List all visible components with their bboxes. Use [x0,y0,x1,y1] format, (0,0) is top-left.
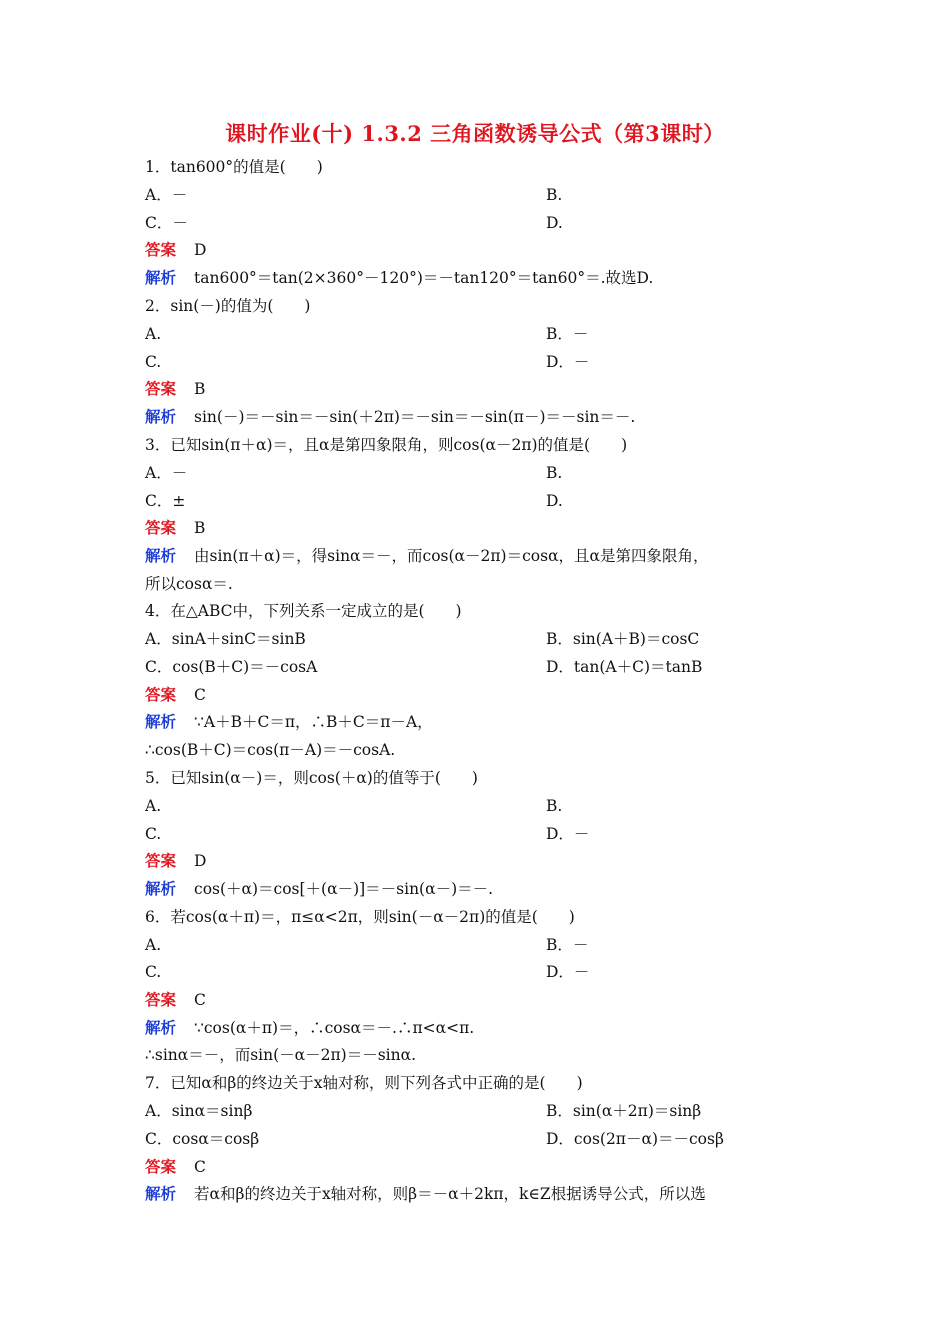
explain-label: 解析 [145,879,177,898]
answer-value: D [194,852,207,870]
explain-text: sin(－)＝－sin＝－sin(＋2π)＝－sin＝－sin(π－)＝－sin＝－. [194,408,636,426]
question-7-explain [145,1184,706,1204]
page-title: 课时作业(十) 1.3.2 三角函数诱导公式（第3课时） [225,121,725,146]
question-6-option-b: B．－ [546,936,589,954]
question-5-option-a: A. [145,797,162,815]
answer-label: 答案 [145,990,177,1009]
question-4-answer [145,685,206,705]
answer-label: 答案 [145,240,177,259]
question-4-explain [145,712,433,732]
explain-text: ∵cos(α＋π)＝，∴cosα＝－.∴π<α<π. [194,1019,475,1037]
question-1-option-c: C．－ [145,214,188,232]
question-2-explain [145,407,635,427]
question-7-option-d: D．cos(2π－α)＝－cosβ [546,1130,724,1148]
answer-label: 答案 [145,518,177,537]
explain-text: ∵A＋B＋C＝π，∴B＋C＝π－A， [194,713,433,731]
question-2-stem: 2．sin(－)的值为( ) [145,297,311,315]
question-1-answer [145,240,206,260]
question-6-option-d: D．－ [546,963,590,981]
question-1-option-d: D. [546,214,563,232]
question-4-option-a: A．sinA＋sinC＝sinB [145,630,306,648]
explain-text: 由sin(π＋α)＝，得sinα＝－，而cos(α－2π)＝cosα，且α是第四象限角， [194,547,709,565]
explain-label: 解析 [145,712,177,731]
question-7-stem: 7．已知α和β的终边关于x轴对称，则下列各式中正确的是( ) [145,1074,583,1092]
answer-value: D [194,241,207,259]
question-7-option-b: B．sin(α＋2π)＝sinβ [546,1102,702,1120]
question-3-option-a: A．－ [145,464,188,482]
question-3-explain [145,546,709,566]
question-5-explain [145,879,493,899]
question-2-option-d: D．－ [546,353,590,371]
question-6-answer [145,990,206,1010]
question-7-option-a: A．sinα＝sinβ [145,1102,253,1120]
question-2-answer [145,379,205,399]
question-1-stem: 1．tan600°的值是( ) [145,158,323,176]
question-6-option-c: C. [145,963,162,981]
question-3-option-c: C．± [145,492,186,510]
explain-label: 解析 [145,1184,177,1203]
explain-label: 解析 [145,1018,177,1037]
question-5-option-b: B. [546,797,563,815]
question-4-option-b: B．sin(A＋B)＝cosC [546,630,700,648]
question-5-option-d: D．－ [546,825,590,843]
question-1-option-b: B. [546,186,563,204]
question-4-option-d: D．tan(A＋C)＝tanB [546,658,703,676]
answer-label: 答案 [145,1157,177,1176]
answer-value: C [194,686,206,704]
question-3-explain-cont: 所以cosα＝. [145,575,233,593]
question-7-answer [145,1157,206,1177]
question-2-option-b: B．－ [546,325,589,343]
question-6-explain-cont: ∴sinα＝－，而sin(－α－2π)＝－sinα. [145,1046,417,1064]
question-4-stem: 4．在△ABC中，下列关系一定成立的是( ) [145,602,462,620]
question-3-option-b: B. [546,464,563,482]
question-3-stem: 3．已知sin(π＋α)＝，且α是第四象限角，则cos(α－2π)的值是( ) [145,436,628,454]
question-5-stem: 5．已知sin(α－)＝，则cos(＋α)的值等于( ) [145,769,478,787]
question-4-option-c: C．cos(B＋C)＝－cosA [145,658,318,676]
question-3-answer [145,518,205,538]
answer-label: 答案 [145,379,177,398]
question-1-option-a: A．－ [145,186,188,204]
question-4-explain-cont: ∴cos(B＋C)＝cos(π－A)＝－cosA. [145,741,396,759]
question-6-stem: 6．若cos(α＋π)＝，π≤α<2π，则sin(－α－2π)的值是( ) [145,908,575,926]
question-5-option-c: C. [145,825,162,843]
answer-value: C [194,1158,206,1176]
explain-label: 解析 [145,546,177,565]
explain-text: cos(＋α)＝cos[＋(α－)]＝－sin(α－)＝－. [194,880,494,898]
explain-text: 若α和β的终边关于x轴对称，则β＝－α＋2kπ，k∈Z根据诱导公式，所以选 [194,1185,706,1203]
question-2-option-c: C. [145,353,162,371]
answer-value: B [194,519,206,537]
answer-label: 答案 [145,851,177,870]
question-2-option-a: A. [145,325,162,343]
answer-label: 答案 [145,685,177,704]
question-5-answer [145,851,206,871]
explain-label: 解析 [145,268,177,287]
question-7-option-c: C．cosα＝cosβ [145,1130,260,1148]
question-6-explain [145,1018,474,1038]
answer-value: B [194,380,206,398]
question-3-option-d: D. [546,492,563,510]
question-6-option-a: A. [145,936,162,954]
explain-text: tan600°＝tan(2×360°－120°)＝－tan120°＝tan60°＝.故选D. [194,269,654,287]
answer-value: C [194,991,206,1009]
question-1-explain [145,268,653,288]
explain-label: 解析 [145,407,177,426]
